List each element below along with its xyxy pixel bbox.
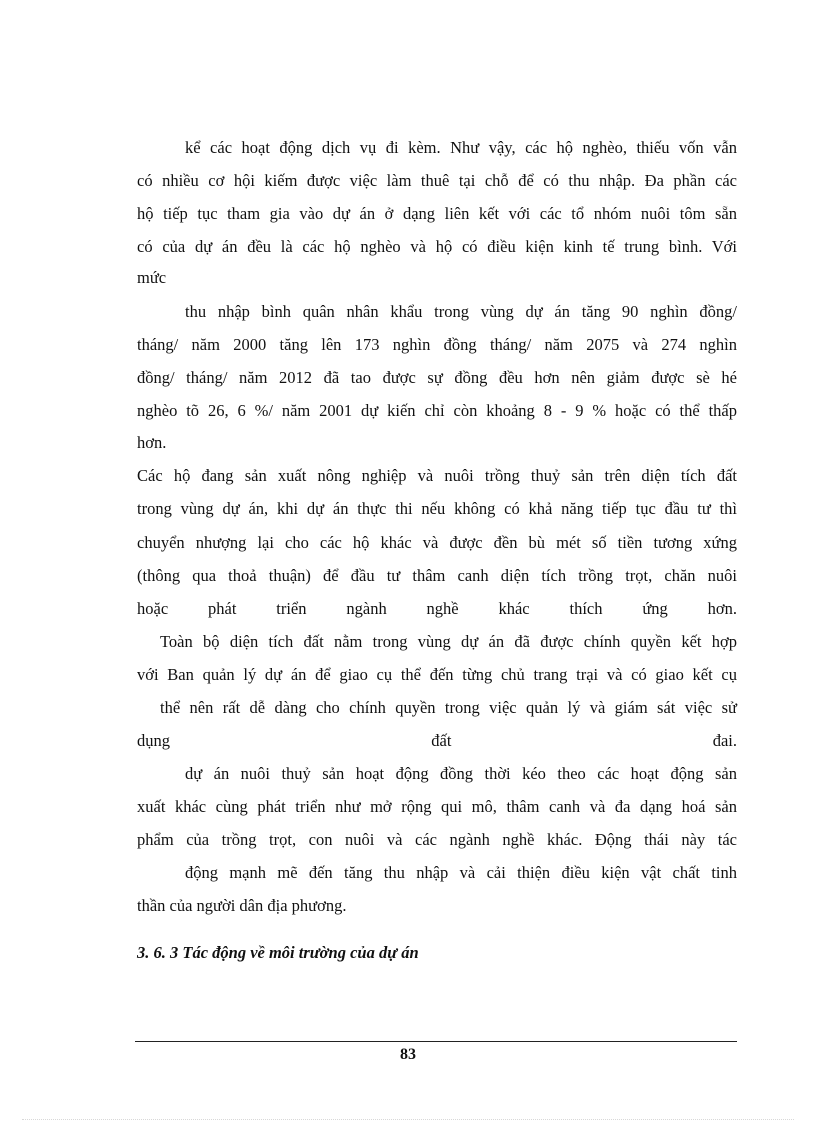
- text-line: thần của người dân địa phương.: [137, 896, 347, 915]
- text-line: phẩm của trồng trọt, con nuôi và các ngành nghề khác. Động thái này tác: [137, 830, 737, 849]
- text-line: thu nhập bình quân nhân khẩu trong vùng dự án tăng 90 nghìn đồng/: [185, 302, 737, 321]
- text-line: Toàn bộ diện tích đất nằm trong vùng dự án đã được chính quyền kết hợp: [160, 632, 737, 651]
- text-line: kể các hoạt động dịch vụ đi kèm. Như vậy, các hộ nghèo, thiếu vốn vẫn: [185, 138, 737, 157]
- footer-divider: [135, 1041, 737, 1042]
- text-line: dụng đất đai.: [137, 731, 737, 750]
- text-line: có của dự án đều là các hộ nghèo và hộ có điều kiện kinh tế trung bình. Với: [137, 237, 737, 256]
- text-line: dự án nuôi thuỷ sản hoạt động đồng thời kéo theo các hoạt động sản: [185, 764, 737, 783]
- text-line: động mạnh mẽ đến tăng thu nhập và cải thiện điều kiện vật chất tinh: [185, 863, 737, 882]
- text-line: xuất khác cùng phát triển như mở rộng qui mô, thâm canh và đa dạng hoá sản: [137, 797, 737, 816]
- text-line: trong vùng dự án, khi dự án thực thi nếu không có khả năng tiếp tục đầu tư thì: [137, 499, 737, 518]
- text-line: với Ban quản lý dự án để giao cụ thể đến từng chủ trang trại và có giao kết cụ: [137, 665, 737, 684]
- text-line: mức: [137, 268, 167, 287]
- page-edge-divider: [22, 1119, 794, 1120]
- text-line: chuyển nhượng lại cho các hộ khác và được đền bù mét số tiền tương xứng: [137, 533, 737, 552]
- page-number: 83: [400, 1046, 416, 1063]
- text-line: hộ tiếp tục tham gia vào dự án ở dạng liên kết với các tổ nhóm nuôi tôm sẵn: [137, 204, 737, 223]
- text-line: đồng/ tháng/ năm 2012 đã tao được sự đồng đều hơn nên giảm được sè hé: [137, 368, 737, 387]
- text-line: thể nên rất dễ dàng cho chính quyền trong việc quản lý và giám sát việc sử: [160, 698, 737, 717]
- text-line: nghèo tõ 26, 6 %/ năm 2001 dự kiến chỉ còn khoảng 8 - 9 % hoặc có thể thấp: [137, 401, 737, 420]
- text-line: tháng/ năm 2000 tăng lên 173 nghìn đồng tháng/ năm 2075 và 274 nghìn: [137, 335, 737, 354]
- text-line: có nhiều cơ hội kiếm được việc làm thuê tại chỗ để có thu nhập. Đa phần các: [137, 171, 737, 190]
- text-line: Các hộ đang sản xuất nông nghiệp và nuôi trồng thuỷ sản trên diện tích đất: [137, 466, 737, 485]
- text-line: (thông qua thoả thuận) để đầu tư thâm canh diện tích trồng trọt, chăn nuôi: [137, 566, 737, 585]
- section-heading: 3. 6. 3 Tác động về môi trường của dự án: [137, 943, 419, 962]
- text-line: hoặc phát triển ngành nghề khác thích ứng hơn.: [137, 599, 737, 618]
- text-line: hơn.: [137, 433, 167, 452]
